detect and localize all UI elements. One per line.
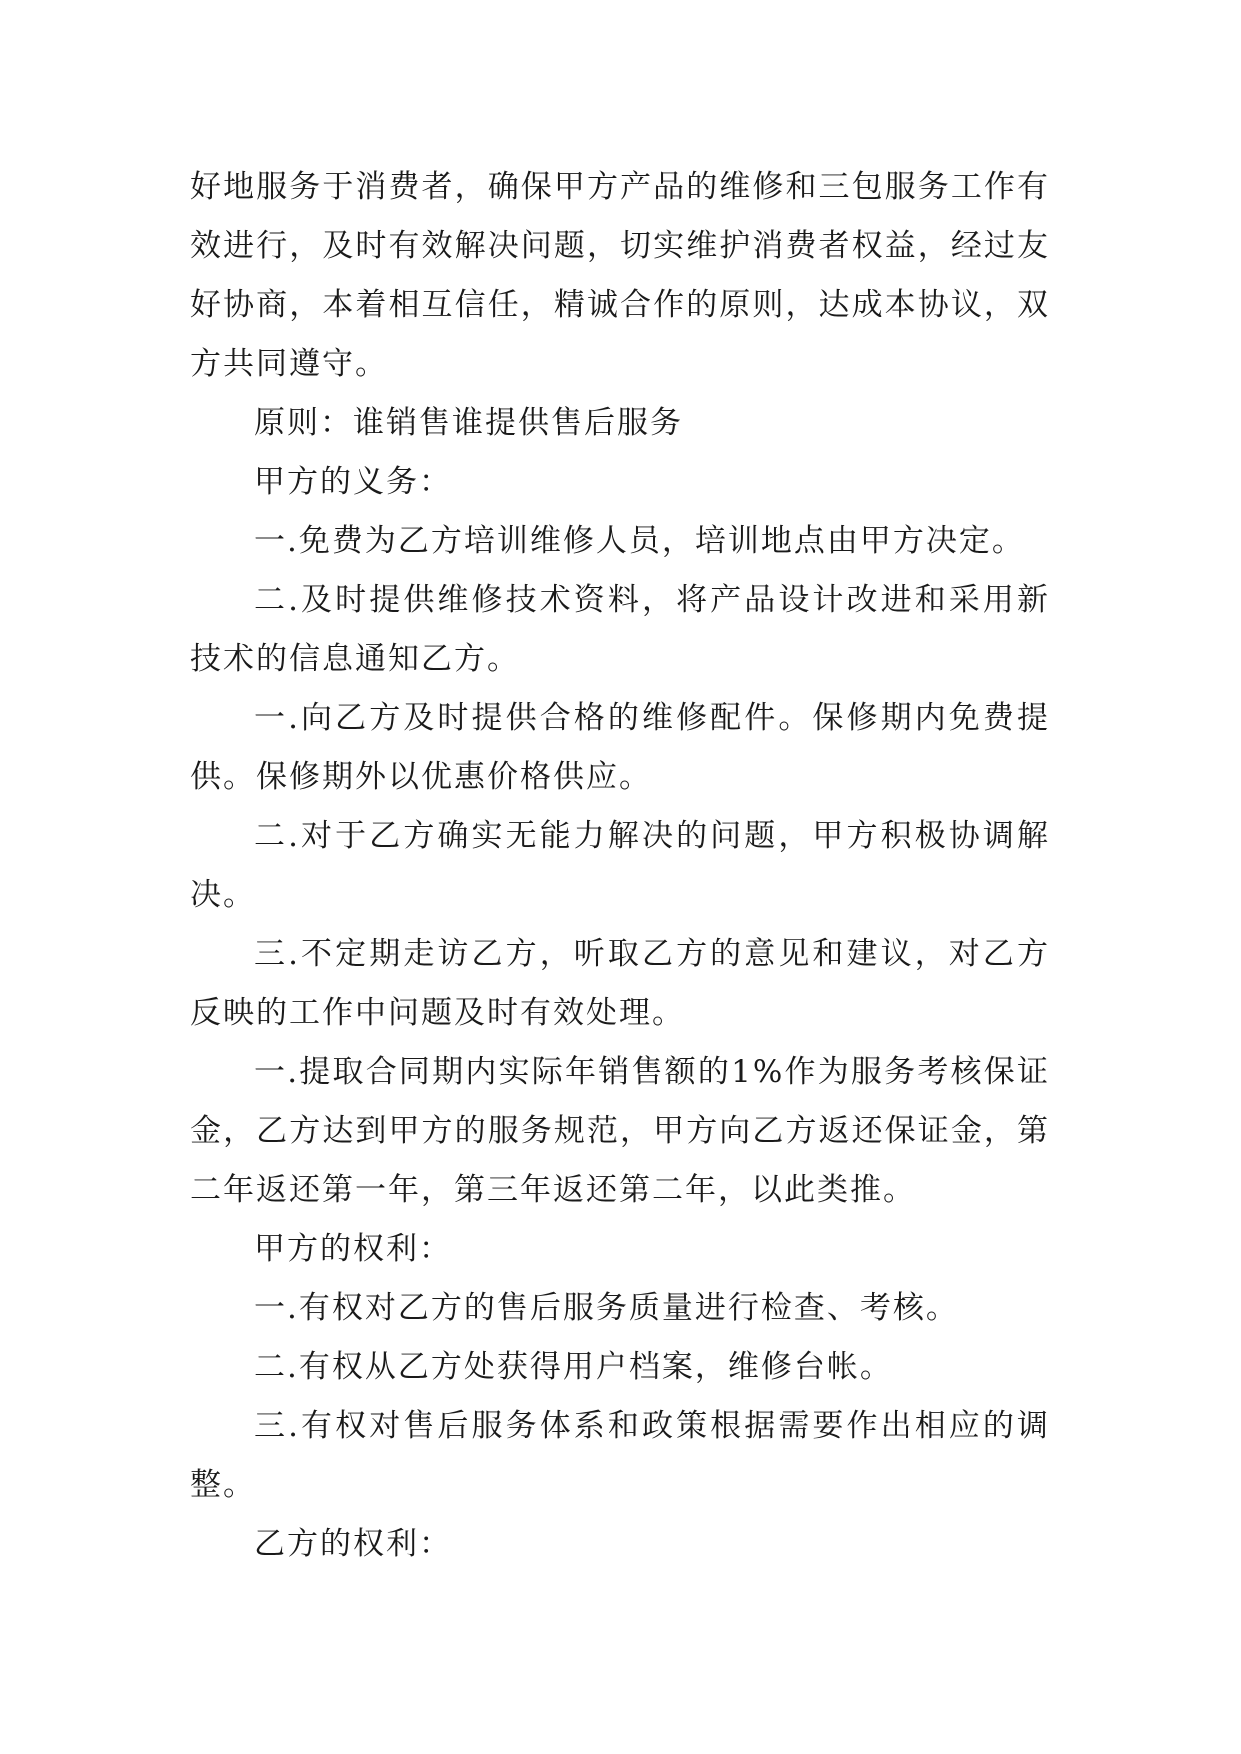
section-heading: 乙方的权利： [254, 1526, 452, 1562]
list-item: 二.有权从乙方处获得用户档案，维修台帐。 [254, 1349, 893, 1385]
paragraph: 原则：谁销售谁提供售后服务 [254, 405, 683, 441]
list-item: 一.有权对乙方的售后服务质量进行检查、考核。 [254, 1290, 959, 1326]
section-heading: 甲方的义务： [254, 464, 452, 500]
document-body [190, 158, 1050, 1574]
list-item: 三.有权对售后服务体系和政策根据需要作出相应的调整。 [190, 1408, 1050, 1503]
list-item: 一.免费为乙方培训维修人员，培训地点由甲方决定。 [254, 523, 1025, 559]
paragraph: 好地服务于消费者，确保甲方产品的维修和三包服务工作有效进行，及时有效解决问题，切实维护消费者权益，经过友好协商，本着相互信任，精诚合作的原则，达成本协议，双方共同遵守。 [190, 169, 1050, 382]
list-item: 二.及时提供维修技术资料，将产品设计改进和采用新技术的信息通知乙方。 [190, 582, 1050, 677]
list-item: 二.对于乙方确实无能力解决的问题，甲方积极协调解决。 [190, 818, 1050, 913]
list-item: 一.提取合同期内实际年销售额的1%作为服务考核保证金，乙方达到甲方的服务规范，甲方向乙方返还保证金，第二年返还第一年，第三年返还第二年，以此类推。 [190, 1054, 1050, 1208]
list-item: 一.向乙方及时提供合格的维修配件。保修期内免费提供。保修期外以优惠价格供应。 [190, 700, 1050, 795]
list-item: 三.不定期走访乙方，听取乙方的意见和建议，对乙方反映的工作中问题及时有效处理。 [190, 936, 1050, 1031]
section-heading: 甲方的权利： [254, 1231, 452, 1267]
